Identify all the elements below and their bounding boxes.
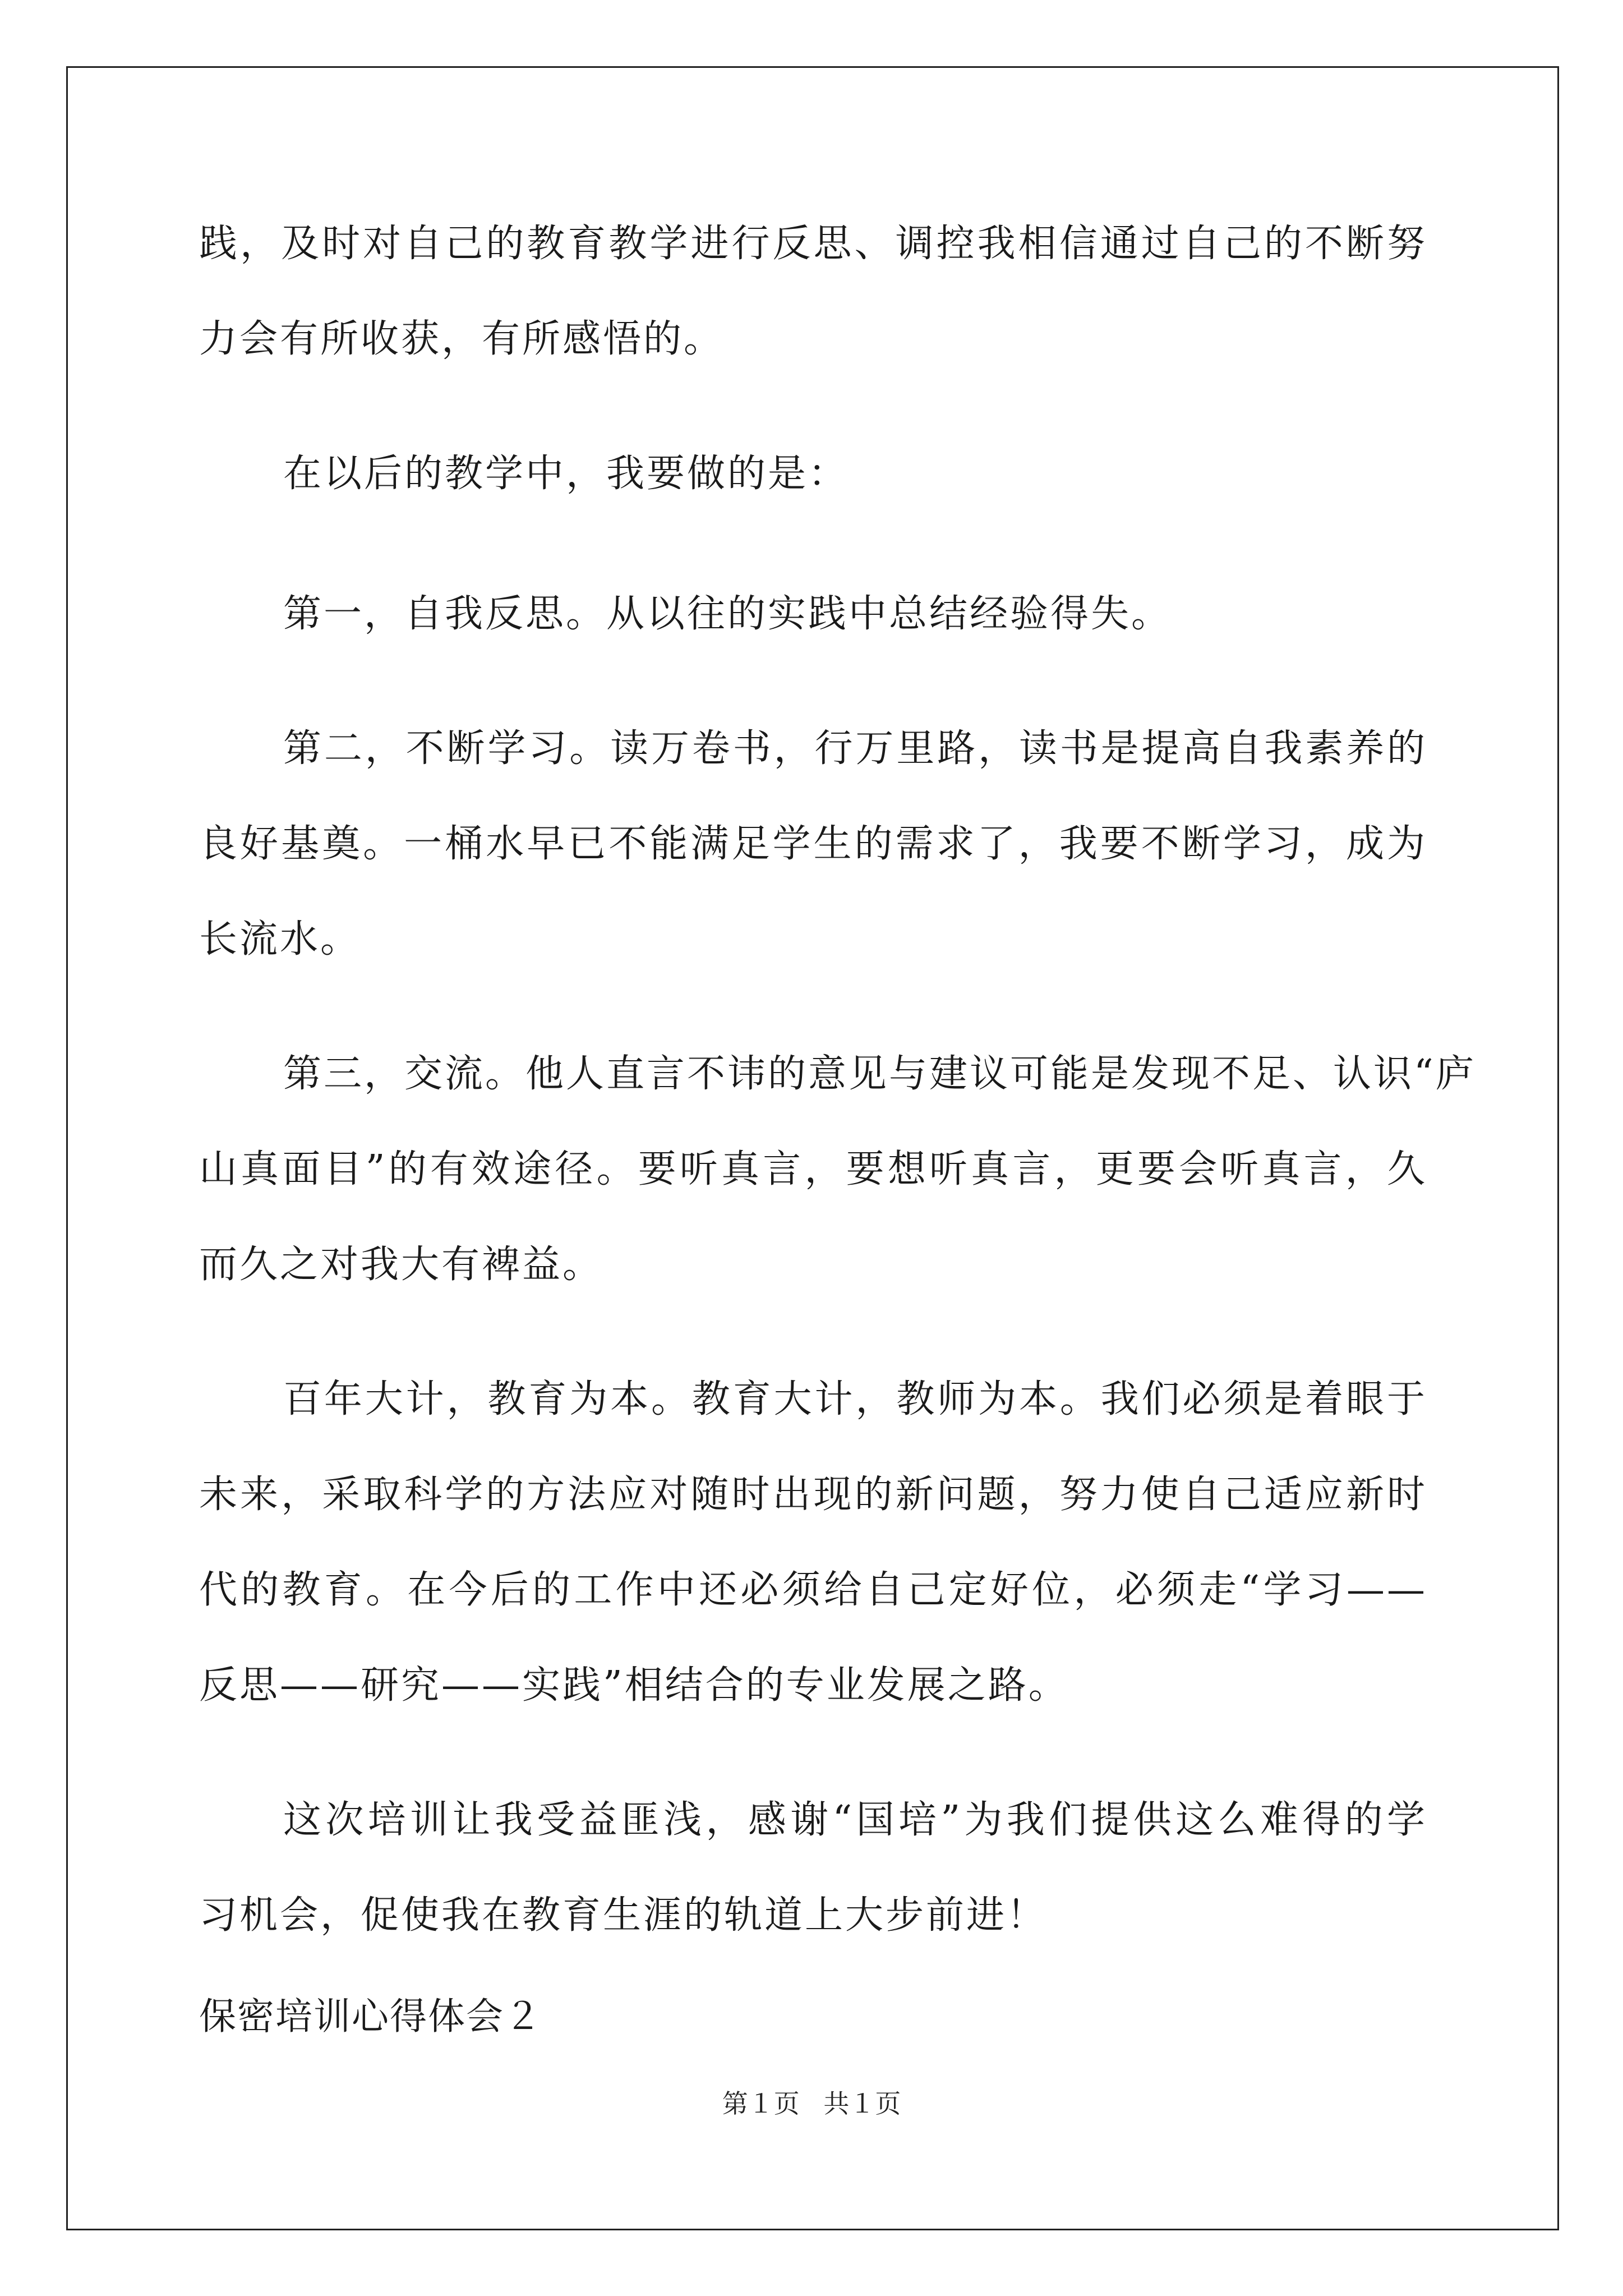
text-line: 反思——研究——实践”相结合的专业发展之路。 [199, 1663, 1069, 1708]
text-line: 第一，自我反思。从以往的实践中总结经验得失。 [283, 592, 1172, 636]
page-number: 第１页 [722, 2088, 800, 2119]
page-total: 共１页 [823, 2088, 901, 2119]
page-footer [0, 2087, 1623, 2120]
text-line: 未来，采取科学的方法应对随时出现的新问题，努力使自己适应新时 [199, 1473, 1427, 1517]
text-line: 长流水。 [199, 917, 361, 961]
text-line: 百年大计，教育为本。教育大计，教师为本。我们必须是着眼于 [283, 1377, 1427, 1421]
text-line: 良好基奠。一桶水早已不能满足学生的需求了，我要不断学习，成为 [199, 822, 1427, 866]
text-line: 第三，交流。他人直言不讳的意见与建议可能是发现不足、认识“庐 [283, 1052, 1476, 1096]
text-line: 山真面目”的有效途径。要听真言，要想听真言，更要会听真言，久 [199, 1147, 1427, 1191]
text-line: 践，及时对自己的教育教学进行反思、调控我相信通过自己的不断努 [199, 222, 1427, 266]
text-line: 而久之对我大有裨益。 [199, 1243, 603, 1287]
text-line: 习机会，促使我在教育生涯的轨道上大步前进！ [199, 1893, 1048, 1938]
section-heading: 保密培训心得体会２ [199, 1995, 542, 2038]
text-line: 第二，不断学习。读万卷书，行万里路，读书是提高自我素养的 [283, 726, 1427, 771]
text-line: 在以后的教学中，我要做的是： [283, 452, 849, 496]
text-line: 这次培训让我受益匪浅，感谢“国培”为我们提供这么难得的学 [283, 1798, 1427, 1842]
text-line: 代的教育。在今后的工作中还必须给自己定好位，必须走“学习—— [199, 1568, 1427, 1612]
text-line: 力会有所收获，有所感悟的。 [199, 317, 725, 361]
